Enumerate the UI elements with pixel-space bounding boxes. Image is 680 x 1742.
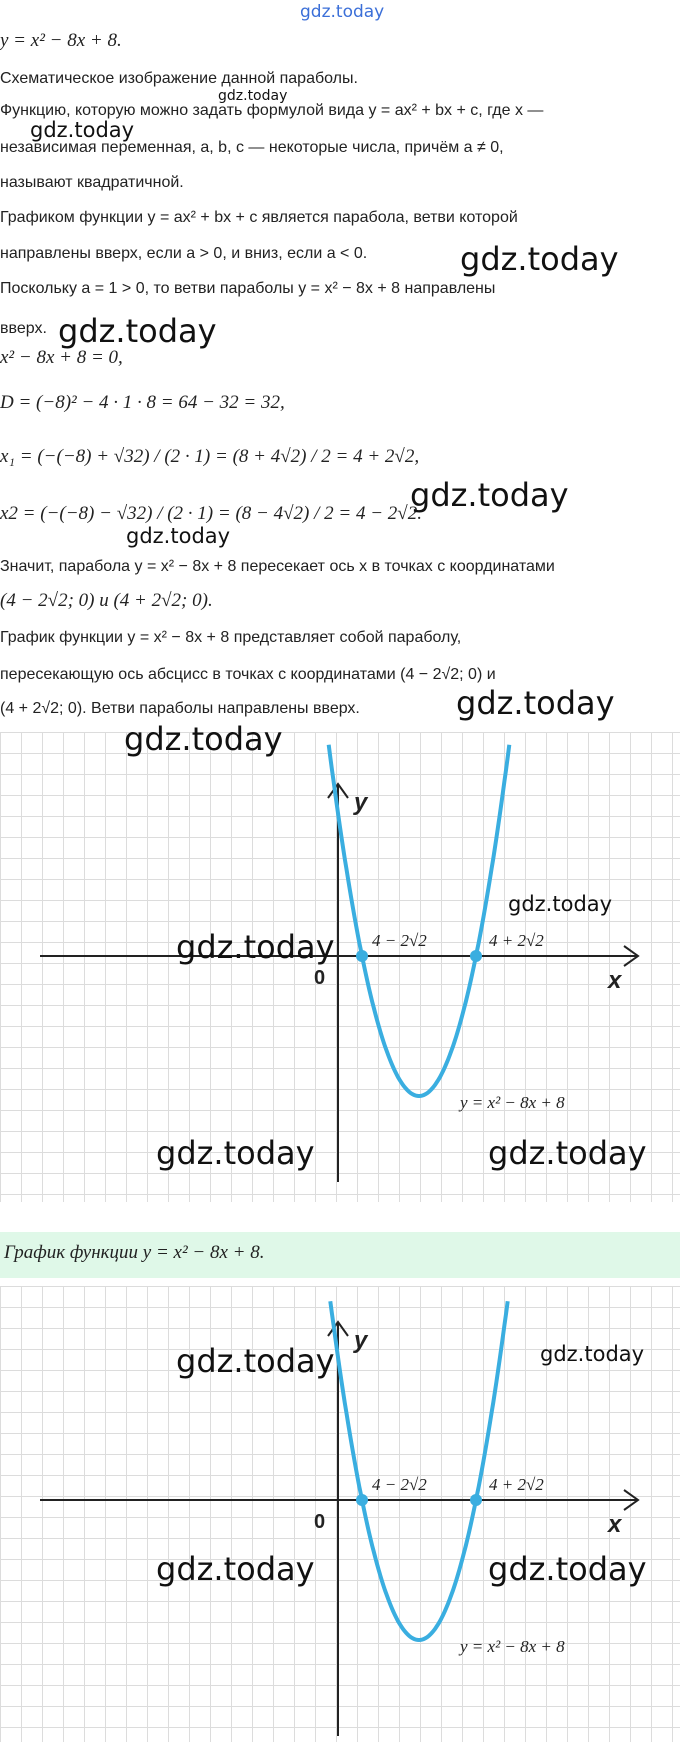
watermark: gdz.today: [508, 892, 613, 916]
text-line-4: независимая переменная, a, b, c — некоторые числа, причём a ≠ 0,: [0, 139, 504, 156]
text-line-5: называют квадратичной.: [0, 174, 184, 191]
x-axis-label: x: [608, 967, 622, 994]
text-line-2: Схематическое изображение данной параболы.: [0, 70, 358, 87]
y-axis-label: y: [354, 1327, 368, 1354]
root-point-left: [356, 1494, 368, 1506]
text-line-13: x2 = (−(−8) − √32) / (2 · 1) = (8 − 4√2) / 2 = 4 − 2√2.: [0, 503, 422, 524]
text-line-1: y = x² − 8x + 8.: [0, 30, 122, 51]
x-axis-label: x: [608, 1511, 622, 1538]
watermark: gdz.today: [156, 1134, 315, 1172]
origin-label: 0: [314, 967, 326, 989]
root-point-right: [470, 1494, 482, 1506]
text-line-12: x₁ = (−(−8) + √32) / (2 · 1) = (8 + 4√2) / 2 = 4 + 2√2,: [0, 446, 420, 467]
root1-label: 4 − 2√2: [372, 1475, 427, 1494]
watermark: gdz.today: [156, 1550, 315, 1588]
watermark: gdz.today: [488, 1550, 647, 1588]
text-line-3: Функцию, которую можно задать формулой вида y = ax² + bx + c, где x —: [0, 102, 544, 119]
curve-label: y = x² − 8x + 8: [460, 1637, 565, 1656]
text-line-16: График функции y = x² − 8x + 8 представляет собой параболу,: [0, 629, 462, 646]
watermark: gdz.today: [488, 1134, 647, 1172]
root2-label: 4 + 2√2: [489, 1475, 544, 1494]
watermark: gdz.today: [540, 1342, 645, 1366]
text-line-11: D = (−8)² − 4 · 1 · 8 = 64 − 32 = 32,: [0, 392, 285, 413]
text-line-6: Графиком функции y = ax² + bx + c является парабола, ветви которой: [0, 209, 518, 226]
text-line-15: (4 − 2√2; 0) и (4 + 2√2; 0).: [0, 590, 213, 611]
caption-banner: [0, 1232, 680, 1278]
origin-label: 0: [314, 1511, 326, 1533]
watermark: gdz.today: [410, 476, 569, 514]
text-line-10: x² − 8x + 8 = 0,: [0, 347, 123, 368]
watermark: gdz.today: [456, 684, 615, 722]
y-axis-label: y: [354, 789, 368, 816]
text-line-18: (4 + 2√2; 0). Ветви параболы направлены вверх.: [0, 700, 360, 717]
watermark: gdz.today: [218, 88, 288, 104]
watermark: gdz.today: [58, 312, 217, 350]
text-line-14: Значит, парабола y = x² − 8x + 8 пересекает ось x в точках с координатами: [0, 558, 555, 575]
root-point-left: [356, 950, 368, 962]
text-line-17: пересекающую ось абсцисс в точках с координатами (4 − 2√2; 0) и: [0, 666, 496, 683]
root-point-right: [470, 950, 482, 962]
watermark: gdz.today: [176, 1342, 335, 1380]
banner-text: График функции y = x² − 8x + 8.: [4, 1242, 265, 1263]
watermark: gdz.today: [126, 524, 231, 548]
watermark: gdz.today: [30, 118, 135, 142]
root2-label: 4 + 2√2: [489, 931, 544, 950]
graph-1: [0, 732, 680, 1202]
watermark: gdz.today: [124, 720, 283, 758]
header-watermark: gdz.today: [300, 2, 385, 22]
watermark: gdz.today: [460, 240, 619, 278]
text-line-9: вверх.: [0, 320, 47, 337]
root1-label: 4 − 2√2: [372, 931, 427, 950]
text-line-7: направлены вверх, если a > 0, и вниз, если a < 0.: [0, 245, 368, 262]
watermark: gdz.today: [176, 928, 335, 966]
text-line-8: Поскольку a = 1 > 0, то ветви параболы y = x² − 8x + 8 направлены: [0, 280, 496, 297]
curve-label: y = x² − 8x + 8: [460, 1093, 565, 1112]
